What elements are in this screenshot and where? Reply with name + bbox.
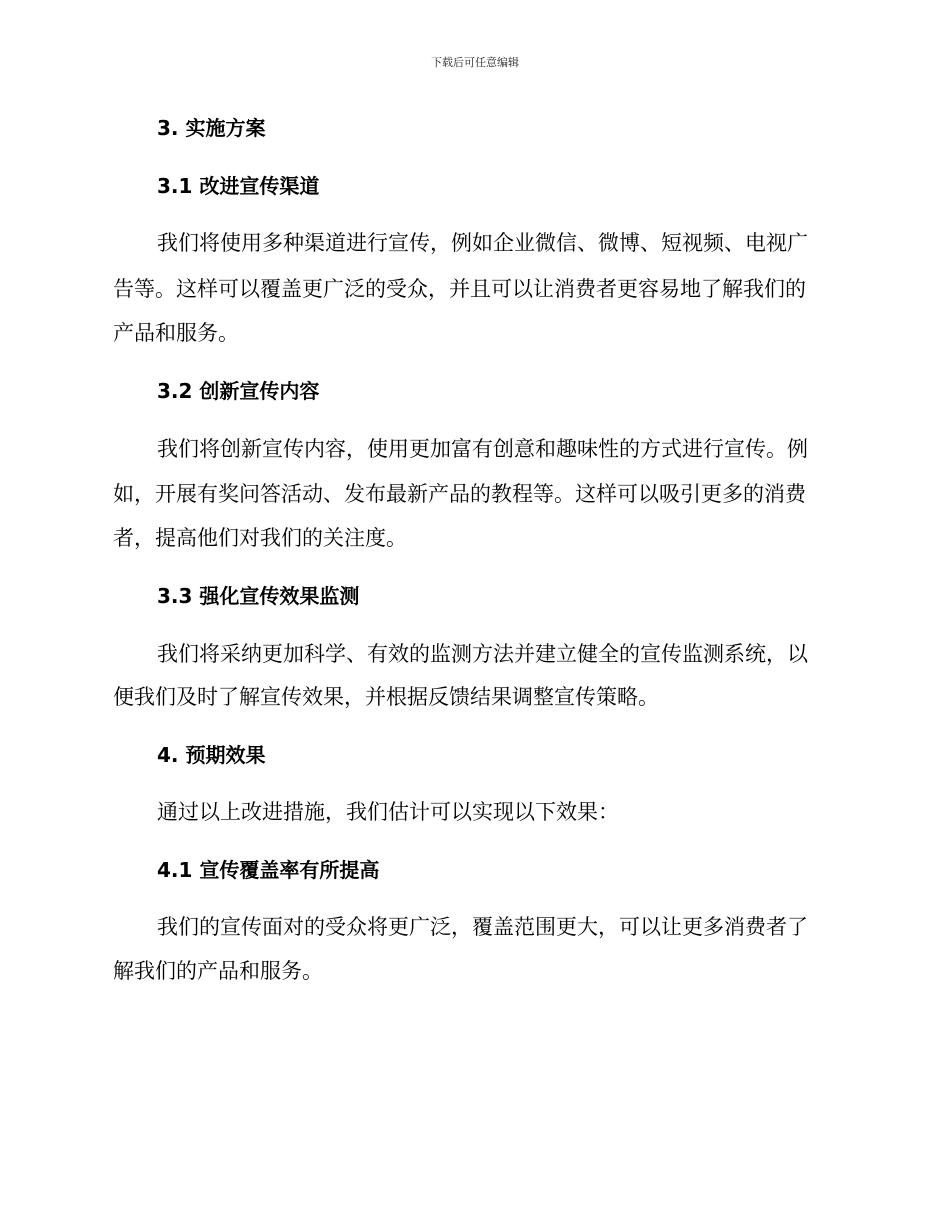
paragraph-line: 便我们及时了解宣传效果，并根据反馈结果调整宣传策略。 xyxy=(113,685,659,709)
heading-3-1: 3.1 改进宣传渠道 xyxy=(157,174,320,198)
page-header: 下载后可任意编辑 xyxy=(431,56,519,69)
paragraph-line: 我们将使用多种渠道进行宣传，例如企业微信、微博、短视频、电视广 xyxy=(157,231,808,255)
heading-3-3: 3.3 强化宣传效果监测 xyxy=(157,584,360,608)
paragraph-line: 我们将创新宣传内容，使用更加富有创意和趣味性的方式进行宣传。例 xyxy=(157,437,808,461)
paragraph-line: 者，提高他们对我们的关注度。 xyxy=(113,526,407,550)
heading-4-1: 4.1 宣传覆盖率有所提高 xyxy=(157,858,380,882)
paragraph-line: 产品和服务。 xyxy=(113,321,239,345)
heading-4: 4. 预期效果 xyxy=(157,743,266,767)
paragraph-line: 如，开展有奖问答活动、发布最新产品的教程等。这样可以吸引更多的消费 xyxy=(113,482,806,506)
heading-3-2: 3.2 创新宣传内容 xyxy=(157,379,320,403)
paragraph-line: 解我们的产品和服务。 xyxy=(113,959,323,983)
paragraph-line: 我们的宣传面对的受众将更广泛，覆盖范围更大，可以让更多消费者了 xyxy=(157,915,808,939)
paragraph-line: 我们将采纳更加科学、有效的监测方法并建立健全的宣传监测系统，以 xyxy=(157,642,808,666)
paragraph-line: 通过以上改进措施，我们估计可以实现以下效果： xyxy=(157,800,619,824)
paragraph-line: 告等。这样可以覆盖更广泛的受众，并且可以让消费者更容易地了解我们的 xyxy=(113,277,806,301)
heading-3: 3. 实施方案 xyxy=(157,116,266,140)
